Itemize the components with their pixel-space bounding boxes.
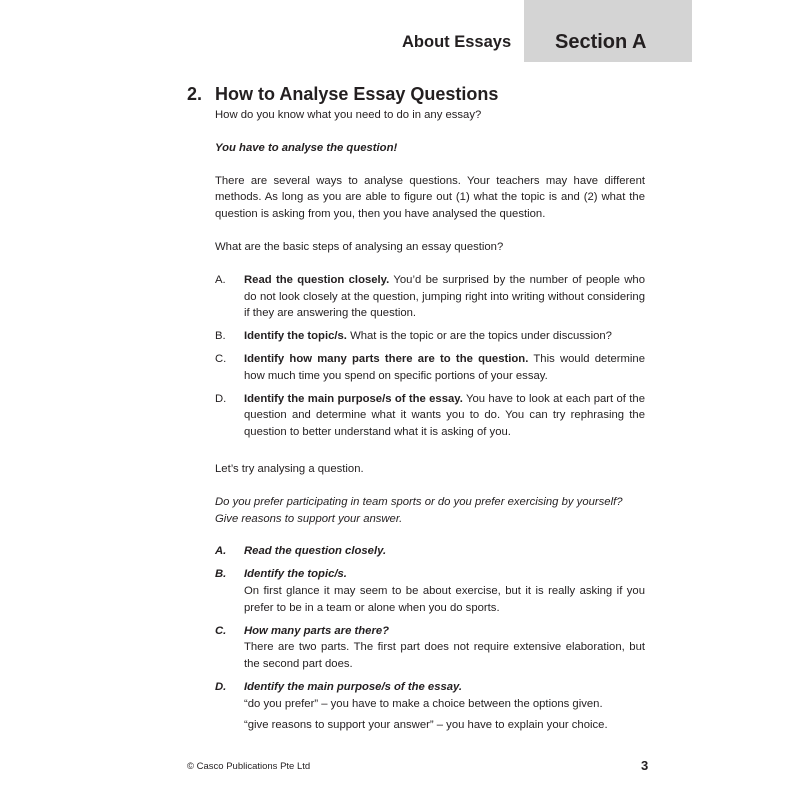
page-number: 3: [641, 758, 649, 773]
step-item: [215, 391, 645, 441]
example-title: Identify the main purpose/s of the essay.: [244, 680, 463, 693]
section-tab: [524, 0, 692, 62]
step-text: You have to look at each part of the question and determine what it wants you to do. You can try rephrasing the question to better understand what it is asking of you.: [244, 392, 645, 439]
example-text: There are two parts. The first part does not require extensive elaboration, but the second part does.: [244, 641, 645, 671]
steps-question: What are the basic steps of analysing an essay question?: [215, 240, 504, 253]
intro-paragraph: There are several ways to analyse questions. Your teachers may have different methods. As long as you are able to figure out (1) what the topic is and (2) what the question is asking from you, then you have analysed the question.: [215, 174, 645, 221]
heading-title: How to Analyse Essay Questions: [215, 84, 499, 104]
header-title: About Essays: [402, 33, 512, 51]
example-title: Identify the topic/s.: [244, 568, 347, 581]
example-letter: C.: [215, 624, 227, 637]
step-item: [215, 351, 645, 385]
step-title: Identify how many parts there are to the question.: [244, 352, 529, 365]
section-heading: [187, 84, 498, 105]
example-step-c: [215, 623, 645, 673]
step-text: This would determine how much time you spend on specific portions of your essay.: [244, 352, 645, 382]
body-content: [215, 107, 645, 733]
intro-question: How do you know what you need to do in any essay?: [215, 109, 482, 121]
step-title: Identify the main purpose/s of the essay.: [244, 392, 463, 405]
example-letter: B.: [215, 568, 227, 581]
example-step-a: [215, 543, 645, 560]
step-title: Read the question closely.: [244, 273, 390, 286]
example-title: Read the question closely.: [244, 545, 387, 558]
step-letter: B.: [215, 330, 226, 343]
step-letter: D.: [215, 392, 227, 405]
intro-emphasis: You have to analyse the question!: [215, 141, 398, 154]
step-item: [215, 272, 645, 322]
example-text: On first glance it may seem to be about exercise, but it is really asking if you prefer to be in a team or alone when you do sports.: [244, 584, 645, 614]
step-text: You’d be surprised by the number of people who do not look closely at the question, jumping right into writing without considering if they are answering the question.: [244, 273, 645, 320]
step-letter: C.: [215, 352, 227, 365]
example-letter: A.: [215, 545, 227, 558]
example-step-b: [215, 566, 645, 616]
example-text: “give reasons to support your answer” – you have to explain your choice.: [244, 718, 608, 731]
example-lead: Let’s try analysing a question.: [215, 462, 364, 475]
footer-copyright: © Casco Publications Pte Ltd: [187, 761, 311, 772]
example-letter: D.: [215, 680, 227, 693]
step-text: What is the topic or are the topics under discussion?: [346, 330, 612, 343]
example-title: How many parts are there?: [244, 624, 390, 637]
section-label: Section A: [555, 31, 647, 53]
example-text: “do you prefer” – you have to make a choice between the options given.: [244, 697, 603, 710]
step-title: Identify the topic/s.: [244, 330, 347, 343]
heading-number: 2.: [187, 84, 203, 104]
step-letter: A.: [215, 273, 226, 286]
step-item: [215, 328, 645, 345]
example-question: Do you prefer participating in team sports or do you prefer exercising by yourself? Give reasons to support your answer.: [215, 495, 623, 525]
example-step-d: [215, 679, 645, 733]
